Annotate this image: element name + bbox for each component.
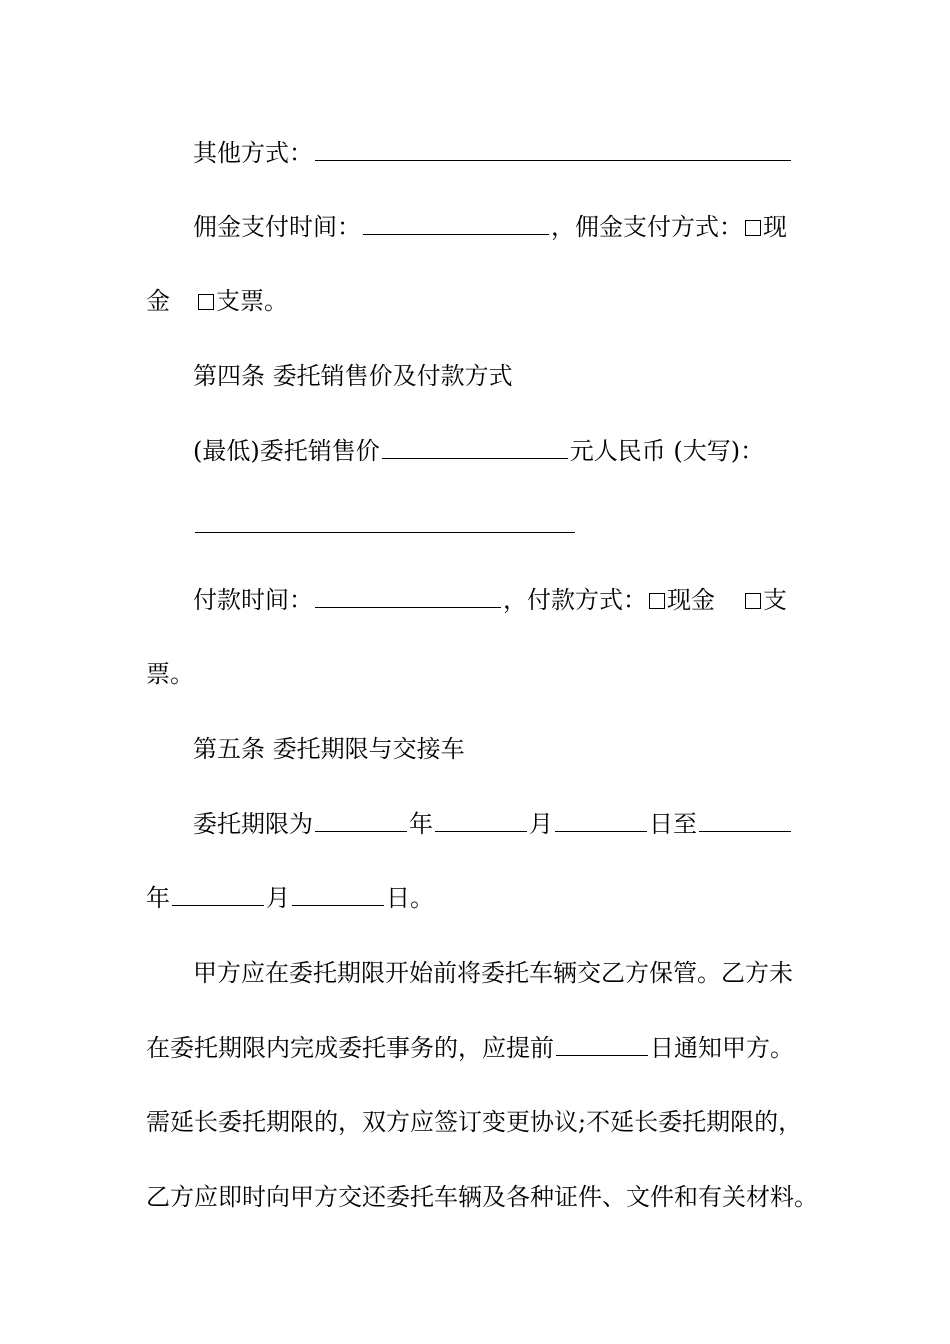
article-five-title: 第五条 委托期限与交接车 xyxy=(193,735,465,763)
end-day-blank[interactable] xyxy=(292,883,384,906)
line-price-capital xyxy=(193,509,577,541)
end-year-label: 年 xyxy=(146,884,170,912)
term-label: 委托期限为 xyxy=(193,810,313,838)
article-four-heading xyxy=(193,360,513,392)
paragraph-line-2 xyxy=(146,1032,794,1064)
line-term-end xyxy=(146,882,434,914)
line-other-method xyxy=(193,137,793,169)
year-label: 年 xyxy=(409,810,433,838)
end-month-label: 月 xyxy=(266,884,290,912)
commission-time-label: 佣金支付时间： xyxy=(193,213,361,241)
start-day-blank[interactable] xyxy=(555,809,647,832)
notice-prefix: 在委托期限内完成委托事务的，应提前 xyxy=(146,1034,554,1062)
option-cash-label: 现 xyxy=(763,213,787,241)
end-month-blank[interactable] xyxy=(172,883,264,906)
min-price-blank[interactable] xyxy=(382,436,568,459)
start-month-blank[interactable] xyxy=(435,809,527,832)
price-capital-blank[interactable] xyxy=(195,510,575,533)
line-commission-options xyxy=(146,285,288,317)
payment-cheque-cont: 票。 xyxy=(146,660,194,688)
line-payment-time xyxy=(193,584,787,616)
day-to-label: 日至 xyxy=(649,810,697,838)
checkbox-payment-cheque[interactable] xyxy=(745,593,761,609)
notice-days-blank[interactable] xyxy=(556,1033,648,1056)
payment-time-blank[interactable] xyxy=(315,585,501,608)
paragraph-text: 需延长委托期限的，双方应签订变更协议;不延长委托期限的， xyxy=(146,1108,803,1136)
checkbox-cash[interactable] xyxy=(745,220,761,236)
line-term-start xyxy=(193,808,793,840)
paragraph-text: 乙方应即时向甲方交还委托车辆及各种证件、文件和有关材料。 xyxy=(146,1183,818,1211)
paragraph-line-3 xyxy=(146,1106,802,1138)
option-cheque-label: 支票。 xyxy=(216,287,288,315)
line-min-price xyxy=(193,435,764,467)
separator: ， xyxy=(551,213,575,241)
other-method-blank[interactable] xyxy=(315,138,791,161)
checkbox-cheque[interactable] xyxy=(198,294,214,310)
payment-cash-label: 现金 xyxy=(667,586,715,614)
other-method-label: 其他方式： xyxy=(193,139,313,167)
separator: ， xyxy=(503,586,527,614)
option-cash-label-cont: 金 xyxy=(146,287,170,315)
paragraph-line-4 xyxy=(146,1181,818,1213)
payment-method-label: 付款方式： xyxy=(527,586,647,614)
notice-suffix: 日通知甲方。 xyxy=(650,1034,794,1062)
line-commission-time xyxy=(193,211,787,243)
min-price-label: (最低)委托销售价 xyxy=(193,437,380,465)
end-year-blank[interactable] xyxy=(699,809,791,832)
payment-time-label: 付款时间： xyxy=(193,586,313,614)
end-day-label: 日。 xyxy=(386,884,434,912)
paragraph-line-1 xyxy=(193,957,793,989)
min-price-suffix: 元人民币 (大写)： xyxy=(569,437,765,465)
line-payment-cont xyxy=(146,658,194,690)
payment-cheque-label: 支 xyxy=(763,586,787,614)
commission-method-label: 佣金支付方式： xyxy=(575,213,743,241)
month-label: 月 xyxy=(529,810,553,838)
article-five-heading xyxy=(193,733,465,765)
paragraph-text: 甲方应在委托期限开始前将委托车辆交乙方保管。乙方未 xyxy=(193,959,793,987)
checkbox-payment-cash[interactable] xyxy=(649,593,665,609)
start-year-blank[interactable] xyxy=(315,809,407,832)
article-four-title: 第四条 委托销售价及付款方式 xyxy=(193,362,513,390)
commission-time-blank[interactable] xyxy=(363,212,549,235)
